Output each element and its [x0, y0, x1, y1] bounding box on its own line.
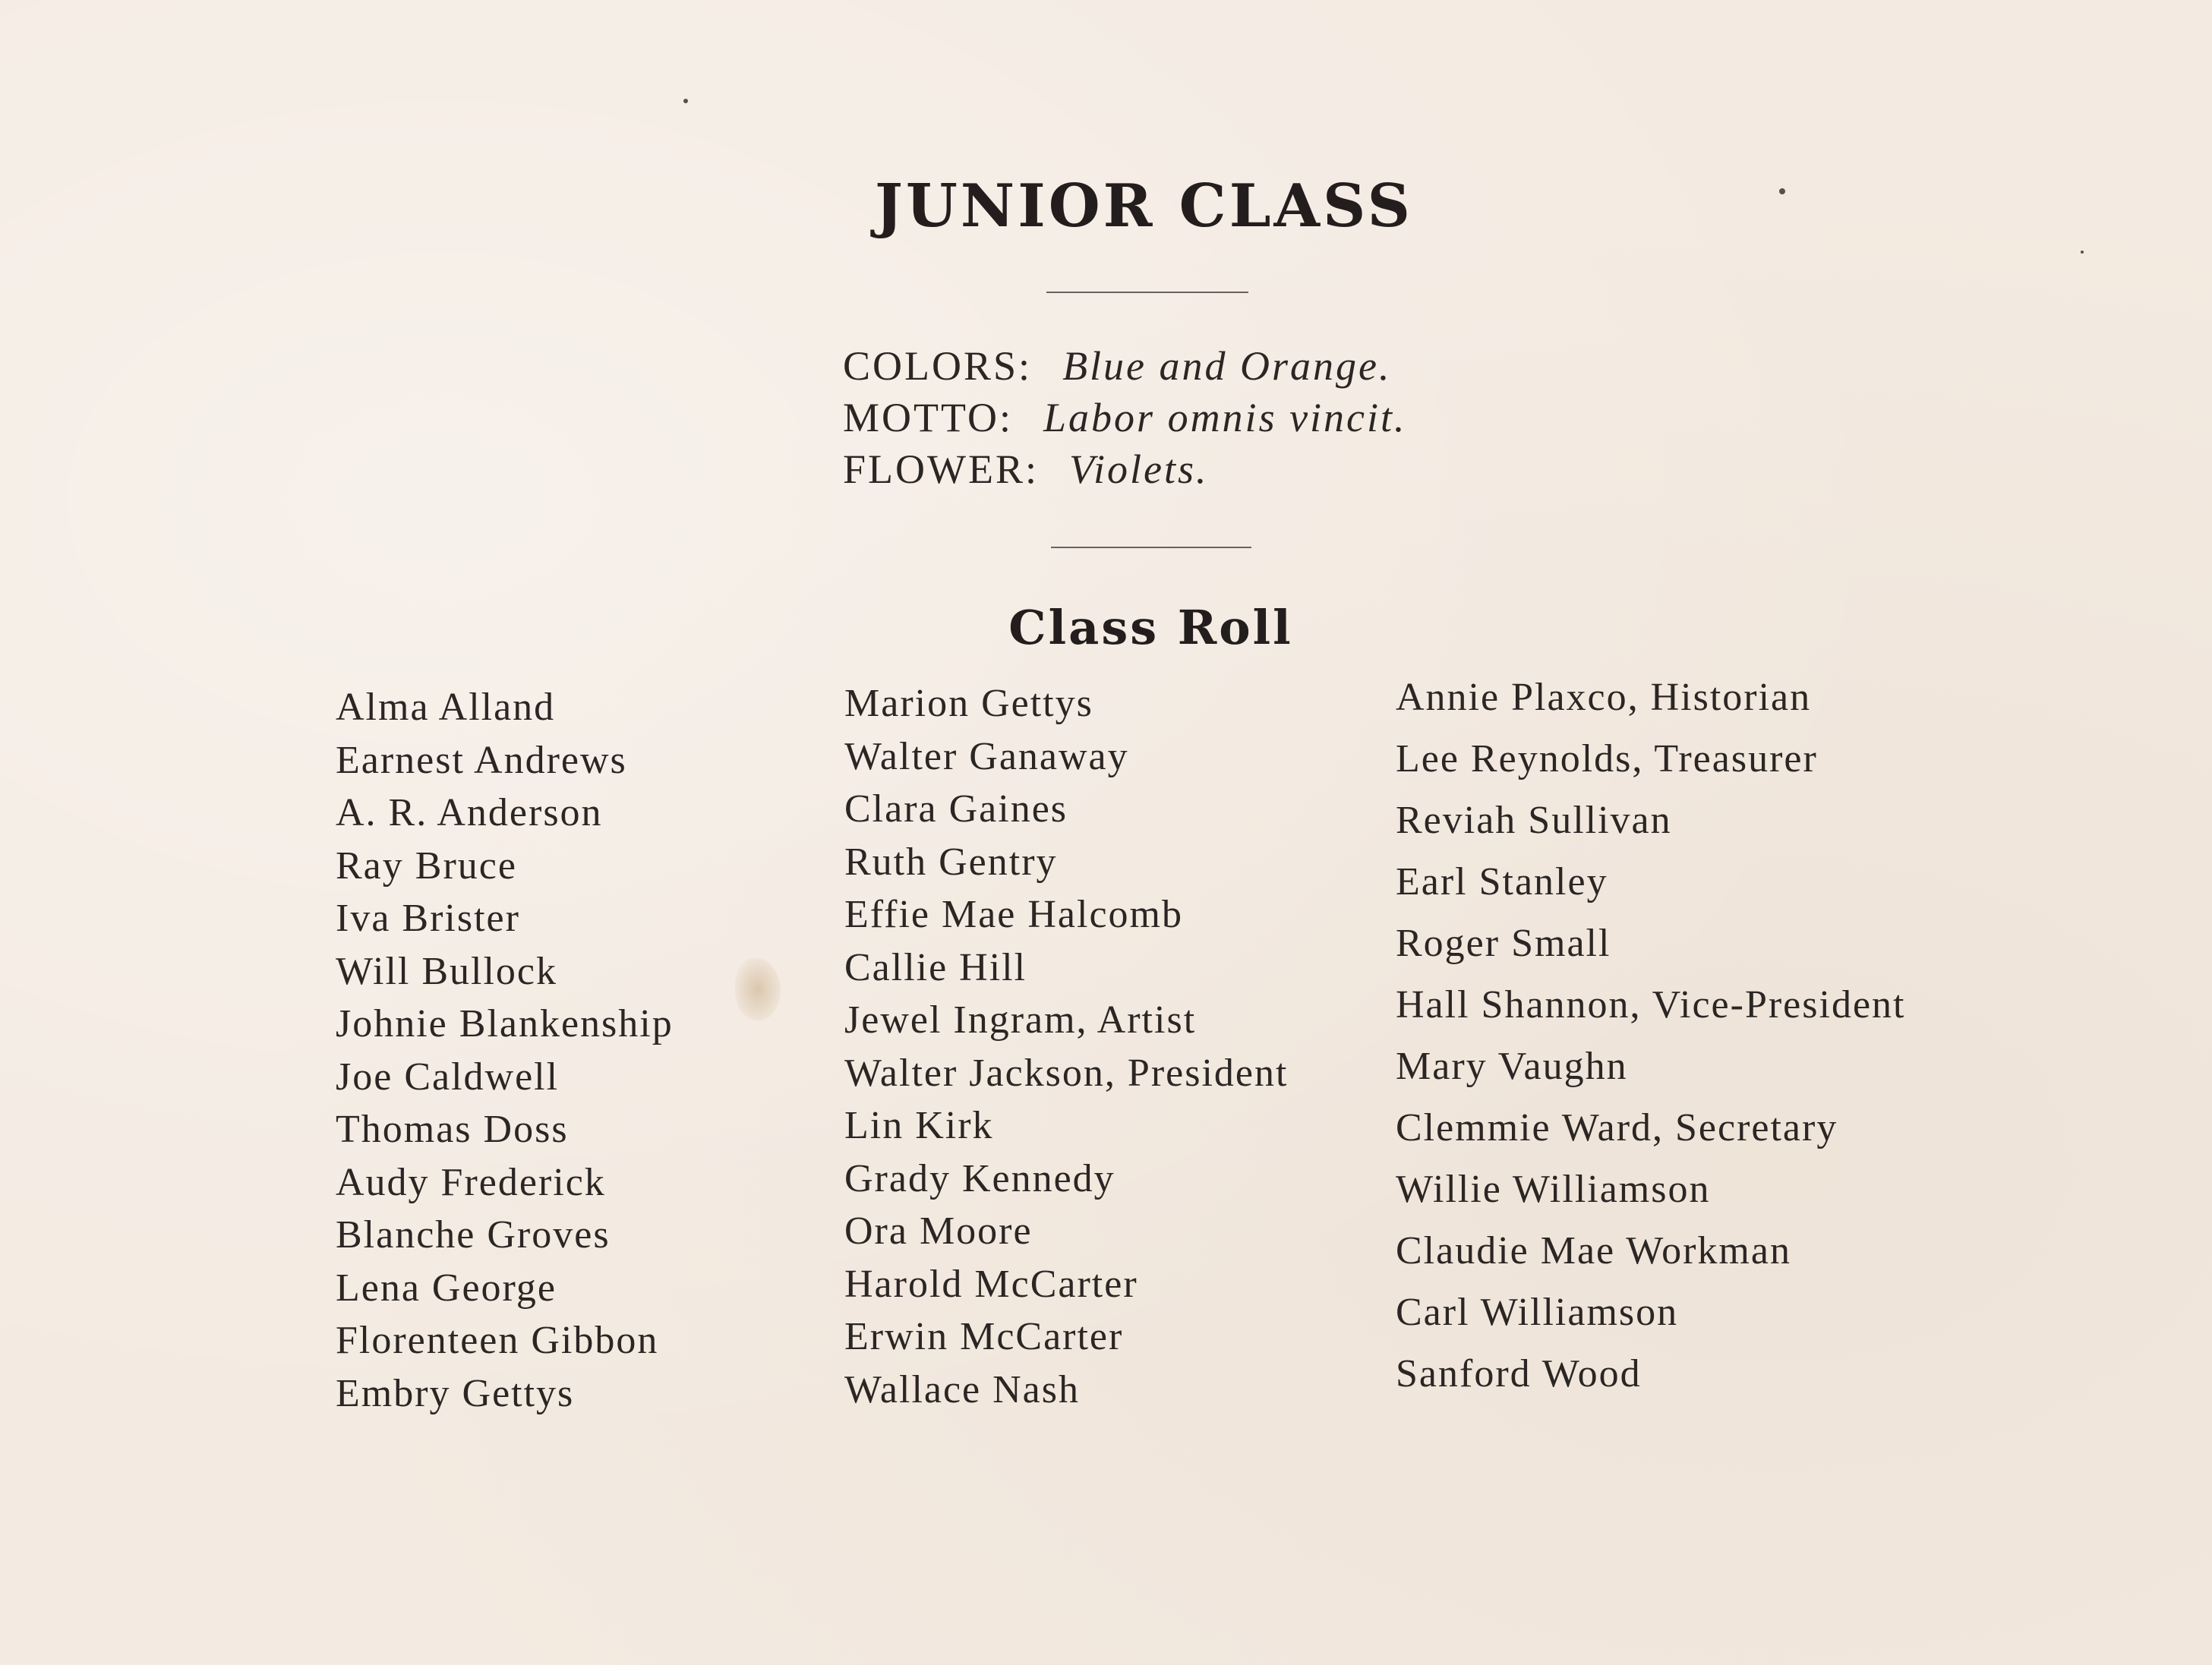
roll-name: Reviah Sullivan: [1396, 799, 1672, 842]
roll-name: Annie Plaxco, Historian: [1396, 676, 1812, 719]
roll-name: Lin Kirk: [844, 1104, 994, 1147]
fact-colors: [843, 340, 1407, 392]
divider-top: [1046, 292, 1248, 293]
roll-name: Ruth Gentry: [844, 840, 1058, 884]
roll-name: Harold McCarter: [844, 1262, 1138, 1306]
roll-column-2: [844, 677, 1288, 1416]
fact-colors-label: COLORS:: [843, 343, 1033, 389]
roll-name: Claudie Mae Workman: [1396, 1229, 1791, 1272]
roll-name: Carl Williamson: [1396, 1291, 1679, 1334]
roll-name: Embry Gettys: [336, 1371, 575, 1415]
paper-stain: [735, 958, 781, 1020]
roll-name: Earl Stanley: [1396, 860, 1608, 903]
ink-speck: [2081, 251, 2084, 254]
roll-name: Joe Caldwell: [336, 1055, 560, 1099]
fact-flower-label: FLOWER:: [843, 446, 1039, 492]
roll-name: Wallace Nash: [844, 1367, 1080, 1411]
roll-name: Alma Alland: [336, 686, 556, 729]
ink-speck: [683, 99, 688, 103]
roll-name: Callie Hill: [844, 945, 1027, 989]
roll-name: Erwin McCarter: [844, 1315, 1124, 1358]
roll-name: Lee Reynolds, Treasurer: [1396, 737, 1818, 780]
roll-name: Roger Small: [1396, 922, 1611, 965]
class-facts: [843, 340, 1407, 495]
roll-name: Iva Brister: [336, 897, 520, 940]
roll-name: Audy Frederick: [336, 1160, 606, 1204]
fact-motto: [843, 392, 1407, 443]
fact-motto-value: Labor omnis vincit.: [1043, 395, 1407, 440]
roll-name: Jewel Ingram, Artist: [844, 998, 1197, 1042]
roll-name: Clara Gaines: [844, 787, 1068, 831]
roll-name: Walter Ganaway: [844, 734, 1129, 778]
page-title: JUNIOR CLASS: [874, 172, 1414, 241]
fact-colors-value: Blue and Orange.: [1062, 343, 1392, 389]
roll-name: Ora Moore: [844, 1209, 1033, 1253]
roll-name: Mary Vaughn: [1396, 1045, 1628, 1088]
roll-name: Marion Gettys: [844, 682, 1093, 725]
roll-name: Johnie Blankenship: [336, 1002, 674, 1045]
roll-name: Hall Shannon, Vice-President: [1396, 983, 1906, 1026]
roll-name: Blanche Groves: [336, 1213, 611, 1257]
roll-name: Walter Jackson, President: [844, 1051, 1289, 1095]
roll-name: Grady Kennedy: [844, 1156, 1115, 1200]
roll-name: Florenteen Gibbon: [336, 1319, 659, 1362]
roll-name: Earnest Andrews: [336, 738, 627, 782]
roll-column-3: [1396, 667, 1905, 1405]
roll-name: Thomas Doss: [336, 1108, 569, 1151]
roll-name: Willie Williamson: [1396, 1168, 1711, 1211]
fact-motto-label: MOTTO:: [843, 395, 1014, 440]
roll-name: Clemmie Ward, Secretary: [1396, 1106, 1838, 1149]
roll-name: A. R. Anderson: [336, 791, 603, 834]
class-roll-heading: Class Roll: [1008, 600, 1293, 655]
roll-column-1: [336, 681, 674, 1420]
fact-flower: [843, 443, 1407, 495]
divider-bottom: [1051, 547, 1251, 548]
roll-name: Will Bullock: [336, 949, 557, 993]
roll-name: Effie Mae Halcomb: [844, 893, 1183, 936]
roll-name: Lena George: [336, 1266, 557, 1310]
roll-name: Ray Bruce: [336, 844, 517, 888]
roll-name: Sanford Wood: [1396, 1352, 1642, 1395]
fact-flower-value: Violets.: [1069, 446, 1209, 492]
